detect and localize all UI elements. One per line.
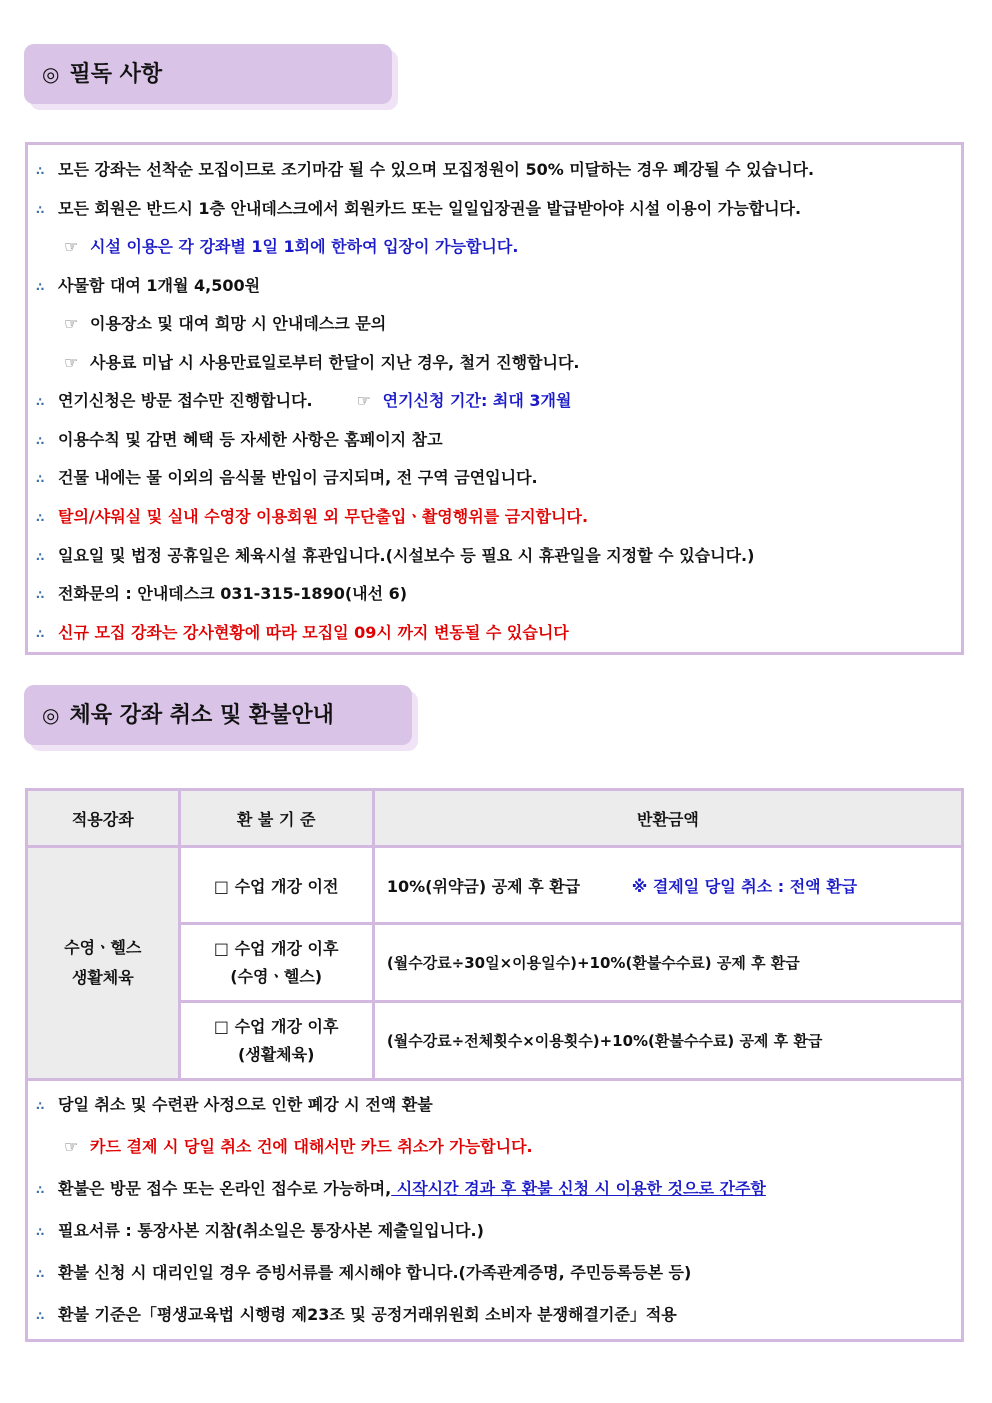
same-day-note: ※ 결제일 당일 취소 : 전액 환급 [631, 876, 858, 896]
refund-note: ∴ 환불 신청 시 대리인일 경우 증빙서류를 제시해야 합니다.(가족관계증명, 주민등록등본 등) [36, 1252, 691, 1294]
bullet-icon: ∴ [36, 1225, 43, 1239]
refund-table [25, 788, 964, 1081]
column-header: 반환금액 [373, 790, 962, 847]
double-circle-icon: ◎ [42, 703, 60, 727]
double-circle-icon: ◎ [42, 62, 60, 86]
section-title: 체육 강좌 취소 및 환불안내 [69, 703, 334, 728]
bullet-icon: ∴ [36, 627, 43, 641]
notice-subitem: ☞ 이용장소 및 대여 희망 시 안내데스크 문의 [64, 309, 386, 339]
bullet-icon: ∴ [36, 588, 43, 602]
criteria-cell: □ 수업 개강 이후 (생활체육) [179, 1002, 373, 1080]
notice-item: ∴ 이용수칙 및 감면 혜택 등 자세한 사항은 홈페이지 참고 [36, 425, 443, 455]
bullet-icon: ∴ [36, 1183, 43, 1197]
pointing-hand-icon: ☞ [64, 353, 79, 372]
notice-item: ∴ 일요일 및 법정 공휴일은 체육시설 휴관입니다.(시설보수 등 필요 시 휴관일을 지정할 수 있습니다.) [36, 541, 754, 571]
notice-item: ∴ 사물함 대여 1개월 4,500원 [36, 271, 260, 301]
pointing-hand-icon: ☞ [64, 237, 79, 256]
column-header: 환 불 기 준 [179, 790, 373, 847]
bullet-icon: ∴ [36, 203, 43, 217]
criteria-cell: □ 수업 개강 이후 (수영ㆍ헬스) [179, 924, 373, 1002]
bullet-icon: ∴ [36, 434, 43, 448]
bullet-icon: ∴ [36, 164, 43, 178]
notice-item: ∴ 연기신청은 방문 접수만 진행합니다. ☞ 연기신청 기간: 최대 3개월 [36, 386, 571, 416]
refund-note-sub: ☞ 카드 결제 시 당일 취소 건에 대해서만 카드 취소가 가능합니다. [64, 1126, 533, 1168]
bullet-icon: ∴ [36, 1309, 43, 1323]
refund-note: ∴ 환불 기준은「평생교육법 시행령 제23조 및 공정거래위원회 소비자 분쟁해결기준」적용 [36, 1294, 677, 1336]
notice-subitem: ☞ 시설 이용은 각 강좌별 1일 1회에 한하여 입장이 가능합니다. [64, 232, 518, 262]
refund-note: ∴ 환불은 방문 접수 또는 온라인 접수로 가능하며, 시작시간 경과 후 환불 신청 시 이용한 것으로 간주함 [36, 1168, 766, 1210]
section-title: 필독 사항 [69, 62, 163, 87]
refund-note: ∴ 당일 취소 및 수련관 사정으로 인한 폐강 시 전액 환불 [36, 1084, 433, 1126]
notice-subitem: ☞ 사용료 미납 시 사용만료일로부터 한달이 지난 경우, 철거 진행합니다. [64, 348, 580, 378]
bullet-icon: ∴ [36, 280, 43, 294]
pointing-hand-icon: ☞ [64, 314, 79, 333]
pointing-hand-icon: ☞ [356, 391, 371, 410]
bullet-icon: ∴ [36, 395, 43, 409]
notice-item-warning: ∴ 탈의/샤워실 및 실내 수영장 이용회원 외 무단출입ㆍ촬영행위를 금지합니다. [36, 502, 588, 532]
refund-note: ∴ 필요서류 : 통장사본 지참(취소일은 통장사본 제출일입니다.) [36, 1210, 484, 1252]
bullet-icon: ∴ [36, 1099, 43, 1113]
notice-item-phone: ∴ 전화문의 : 안내데스크 031-315-1890(내선 6) [36, 579, 407, 609]
table-header-row [27, 790, 963, 847]
bullet-icon: ∴ [36, 472, 43, 486]
table-row [27, 847, 963, 924]
refund-notes-box [25, 1080, 964, 1342]
section-header-refund [24, 685, 412, 745]
criteria-cell: □ 수업 개강 이전 [179, 847, 373, 924]
bullet-icon: ∴ [36, 1267, 43, 1281]
amount-cell: (월수강료÷전체횟수×이용횟수)+10%(환불수수료) 공제 후 환급 [373, 1002, 962, 1080]
column-header: 적용강좌 [27, 790, 180, 847]
notice-item: ∴ 모든 회원은 반드시 1층 안내데스크에서 회원카드 또는 일일입장권을 발급받아야 시설 이용이 가능합니다. [36, 194, 801, 224]
notice-box [25, 142, 964, 655]
notice-item: ∴ 모든 강좌는 선착순 모집이므로 조기마감 될 수 있으며 모집정원이 50% 미달하는 경우 폐강될 수 있습니다. [36, 155, 814, 185]
underlined-notice: 시작시간 경과 후 환불 신청 시 이용한 것으로 간주함 [391, 1179, 766, 1198]
amount-cell: (월수강료÷30일×이용일수)+10%(환불수수료) 공제 후 환급 [373, 924, 962, 1002]
notice-item-warning: ∴ 신규 모집 강좌는 강사현황에 따라 모집일 09시 까지 변동될 수 있습니다 [36, 618, 569, 648]
bullet-icon: ∴ [36, 550, 43, 564]
pointing-hand-icon: ☞ [64, 1137, 79, 1156]
section-header-required-reading [24, 44, 392, 104]
course-cell: 수영ㆍ헬스 생활체육 [27, 847, 180, 1080]
notice-item: ∴ 건물 내에는 물 이외의 음식물 반입이 금지되며, 전 구역 금연입니다. [36, 463, 538, 493]
amount-cell: 10%(위약금) 공제 후 환급 ※ 결제일 당일 취소 : 전액 환급 [373, 847, 962, 924]
bullet-icon: ∴ [36, 511, 43, 525]
